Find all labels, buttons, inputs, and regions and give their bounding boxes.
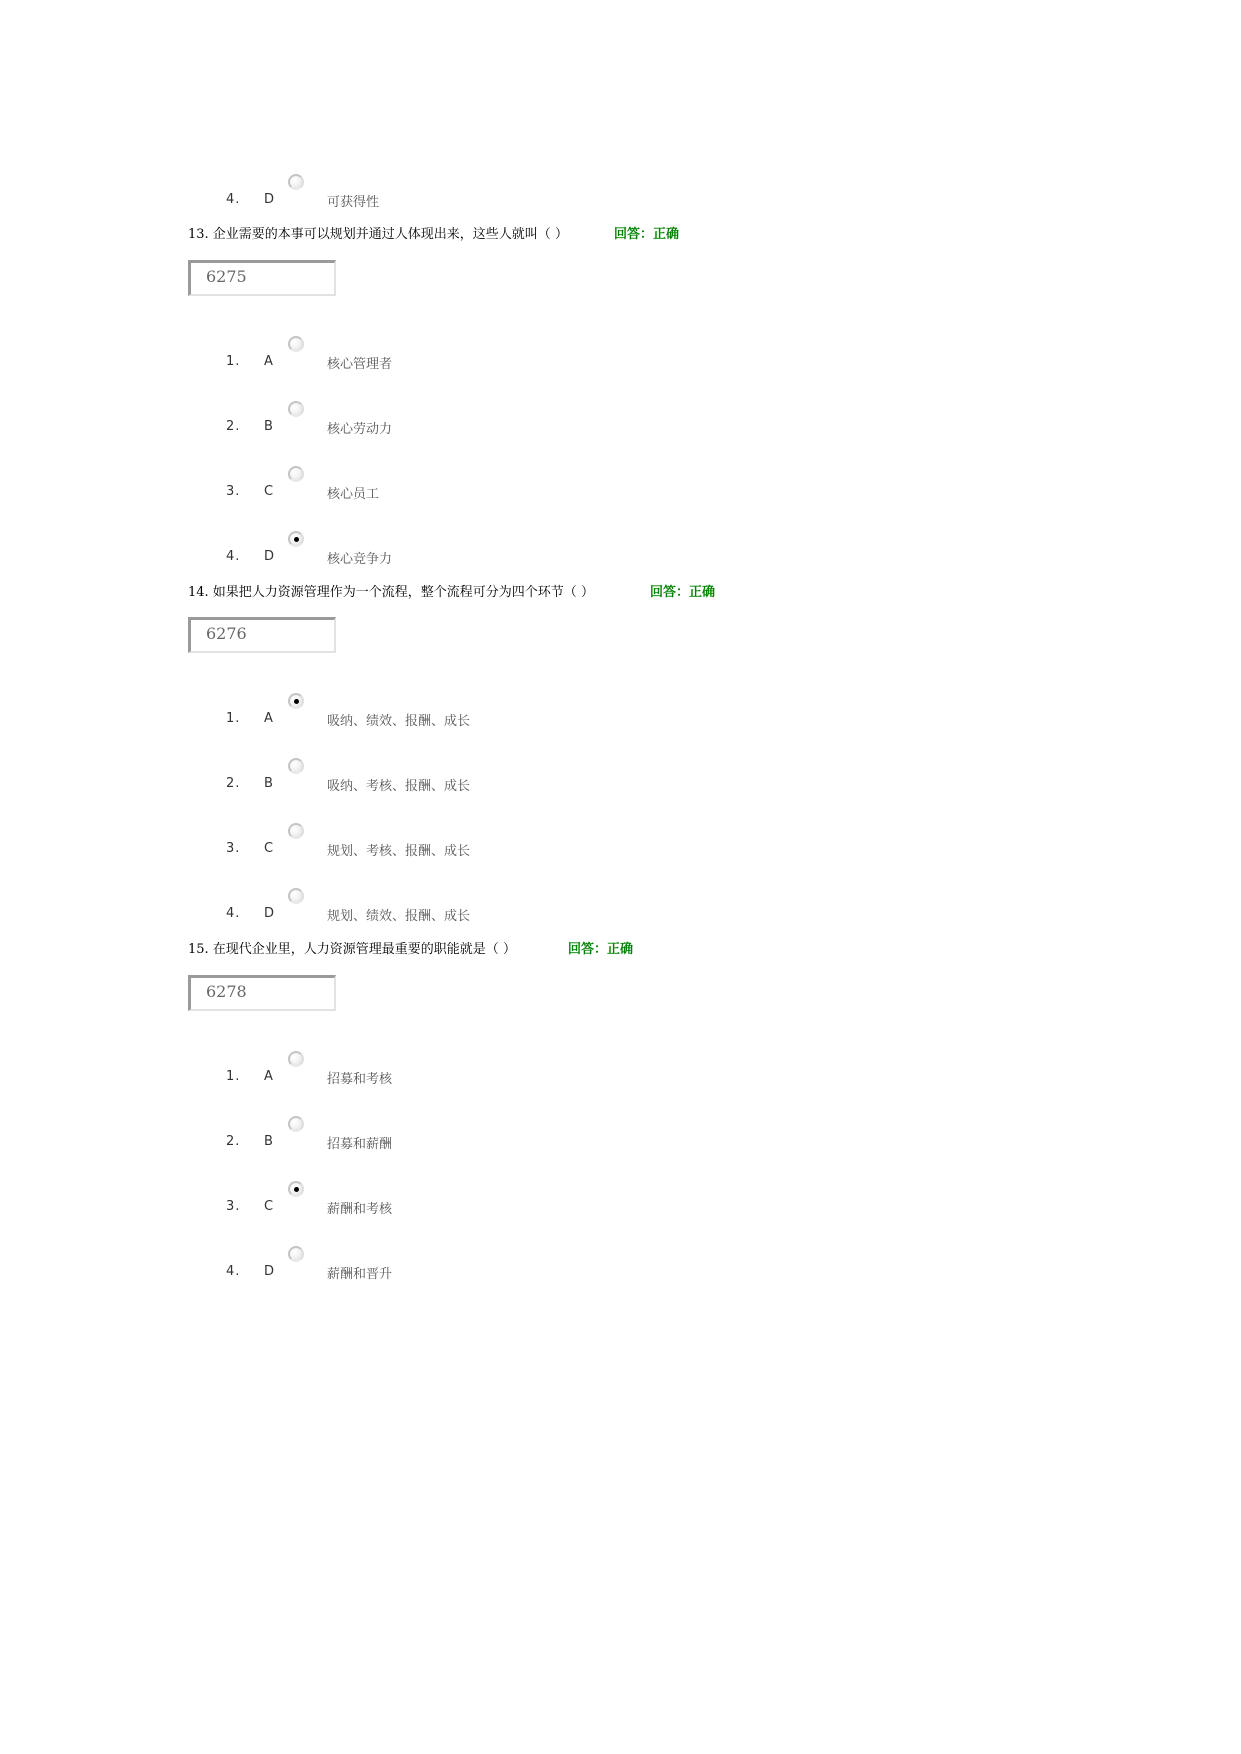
question-title: 14. 如果把人力资源管理作为一个流程，整个流程可分为四个环节（ ） <box>188 585 594 600</box>
option-b[interactable] <box>0 397 800 437</box>
option-letter: A <box>264 354 273 369</box>
option-letter: B <box>264 419 273 434</box>
option-text: 薪酬和考核 <box>327 1202 393 1217</box>
answer-result: 回答：正确 <box>568 942 634 957</box>
question-code-box <box>188 975 336 1011</box>
option-radio[interactable] <box>288 466 304 482</box>
option-radio-selected[interactable] <box>288 1181 304 1197</box>
option-letter: A <box>264 1069 273 1084</box>
option-a[interactable] <box>0 332 800 372</box>
option-letter: A <box>264 711 273 726</box>
option-letter: B <box>264 1134 273 1149</box>
option-d[interactable] <box>0 884 800 924</box>
option-b[interactable] <box>0 754 800 794</box>
option-number: 4. <box>226 1264 241 1279</box>
option-number: 2. <box>226 776 241 791</box>
option-a[interactable] <box>0 1047 800 1087</box>
option-radio[interactable] <box>288 888 304 904</box>
option-number: 4. <box>226 192 241 207</box>
option-letter: D <box>264 192 275 207</box>
option-radio[interactable] <box>288 401 304 417</box>
question-code: 6276 <box>206 624 247 643</box>
option-letter: D <box>264 1264 275 1279</box>
option-number: 1. <box>226 1069 241 1084</box>
option-c[interactable] <box>0 819 800 859</box>
question-code-box <box>188 260 336 296</box>
radio-selected-dot <box>294 699 299 704</box>
question-code: 6278 <box>206 982 247 1001</box>
option-text: 规划、绩效、报酬、成长 <box>327 909 471 924</box>
option-letter: D <box>264 549 275 564</box>
option-text: 可获得性 <box>327 195 380 210</box>
option-text: 核心竞争力 <box>327 552 393 567</box>
option-c[interactable] <box>0 1177 800 1217</box>
option-radio-selected[interactable] <box>288 531 304 547</box>
answer-result: 回答：正确 <box>614 227 680 242</box>
option-number: 1. <box>226 711 241 726</box>
option-b[interactable] <box>0 1112 800 1152</box>
option-c[interactable] <box>0 462 800 502</box>
option-letter: C <box>264 484 274 499</box>
option-radio[interactable] <box>288 823 304 839</box>
option-number: 3. <box>226 484 241 499</box>
option-number: 4. <box>226 906 241 921</box>
option-d[interactable] <box>0 527 800 567</box>
option-number: 2. <box>226 419 241 434</box>
option-text: 规划、考核、报酬、成长 <box>327 844 471 859</box>
option-radio[interactable] <box>288 1051 304 1067</box>
question-title: 13. 企业需要的本事可以规划并通过人体现出来，这些人就叫（ ） <box>188 227 568 242</box>
option-text: 核心管理者 <box>327 357 393 372</box>
option-number: 3. <box>226 1199 241 1214</box>
prev-option-d[interactable] <box>0 170 800 210</box>
option-text: 吸纳、考核、报酬、成长 <box>327 779 471 794</box>
option-text: 吸纳、绩效、报酬、成长 <box>327 714 471 729</box>
option-text: 核心劳动力 <box>327 422 393 437</box>
option-text: 招募和薪酬 <box>327 1137 393 1152</box>
option-letter: D <box>264 906 275 921</box>
question-code: 6275 <box>206 267 247 286</box>
answer-result: 回答：正确 <box>650 585 716 600</box>
option-number: 2. <box>226 1134 241 1149</box>
option-radio[interactable] <box>288 1116 304 1132</box>
option-number: 1. <box>226 354 241 369</box>
option-radio-selected[interactable] <box>288 693 304 709</box>
radio-selected-dot <box>294 1187 299 1192</box>
option-text: 薪酬和晋升 <box>327 1267 393 1282</box>
option-radio[interactable] <box>288 174 304 190</box>
option-text: 招募和考核 <box>327 1072 393 1087</box>
option-number: 3. <box>226 841 241 856</box>
option-text: 核心员工 <box>327 487 380 502</box>
question-title: 15. 在现代企业里，人力资源管理最重要的职能就是（ ） <box>188 942 516 957</box>
option-a[interactable] <box>0 689 800 729</box>
option-letter: B <box>264 776 273 791</box>
radio-selected-dot <box>294 537 299 542</box>
option-d[interactable] <box>0 1242 800 1282</box>
option-letter: C <box>264 1199 274 1214</box>
option-number: 4. <box>226 549 241 564</box>
question-code-box <box>188 617 336 653</box>
option-radio[interactable] <box>288 758 304 774</box>
option-radio[interactable] <box>288 336 304 352</box>
option-radio[interactable] <box>288 1246 304 1262</box>
option-letter: C <box>264 841 274 856</box>
